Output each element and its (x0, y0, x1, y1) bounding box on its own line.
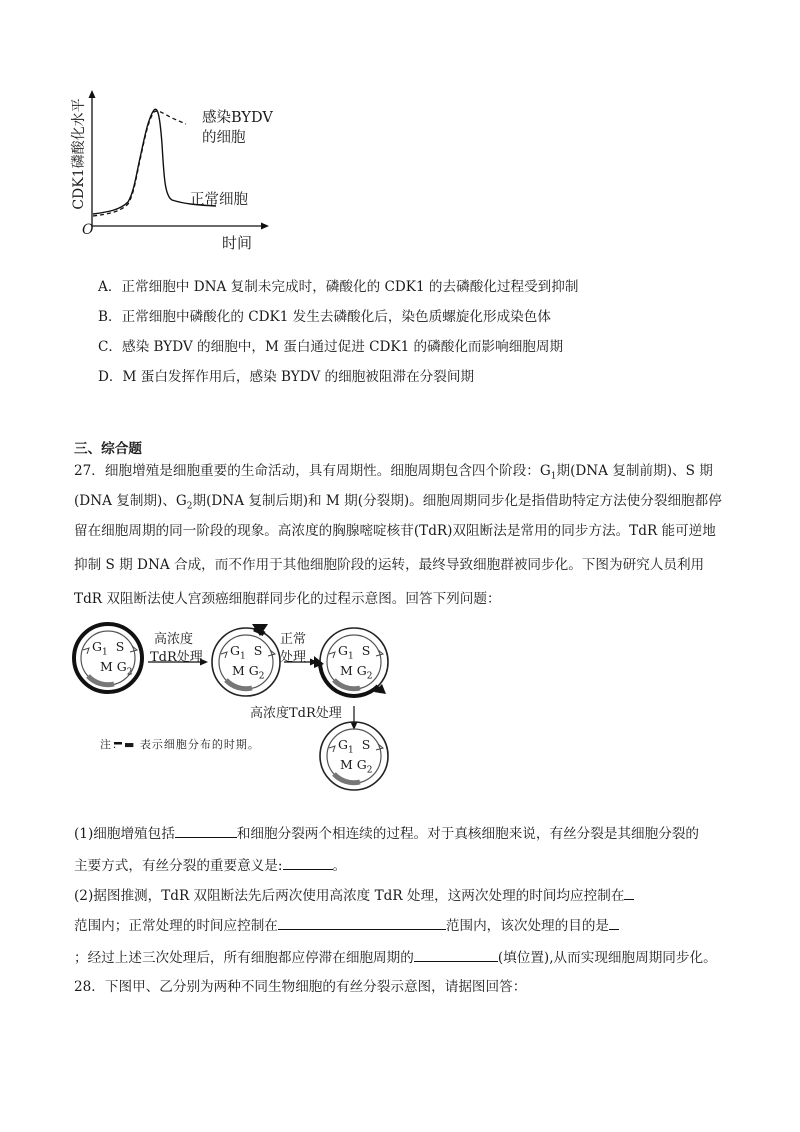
option-b: B．正常细胞中磷酸化的 CDK1 发生去磷酸化后，染色质螺旋化形成染色体 (98, 309, 551, 325)
q27-1-text-c: 主要方式，有丝分裂的重要意义是: (74, 858, 283, 874)
option-d: D．M 蛋白发挥作用后，感染 BYDV 的细胞被阻滞在分裂间期 (98, 369, 475, 385)
answer-blank-3[interactable] (624, 886, 634, 900)
g2-sub: 2 (366, 765, 373, 775)
q27-1-line1 (74, 824, 699, 843)
q27-2-line1 (74, 886, 634, 905)
q27-line2-b: 期(DNA 复制后期)和 M 期(分裂期)。细胞周期同步化是指借助特定方法使分裂细胞都停 (192, 493, 722, 509)
m-label: M (232, 662, 245, 678)
q27-line2-sub: 2 (186, 501, 193, 512)
y-axis-label: CDK1磷酸化水平 (71, 98, 87, 210)
q27-2-text-a: (2)据图推测，TdR 双阻断法先后两次使用高浓度 TdR 处理，这两次处理的时间均应控制在 (74, 888, 625, 904)
g1-label: G (230, 643, 240, 658)
q27-line1-sub: 1 (550, 471, 557, 482)
q27-line3: 留在细胞周期的同一阶段的现象。高浓度的胸腺嘧啶核苷(TdR)双阻断法是常用的同步方法。TdR 能可逆地 (74, 523, 716, 539)
answer-blank-5[interactable] (609, 916, 619, 930)
q27-1-line2 (74, 856, 346, 875)
arrow1-label-2: TdR处理 (150, 650, 203, 665)
m-label: M (340, 662, 353, 678)
cell3-labels (338, 644, 373, 683)
answer-blank-6[interactable] (414, 948, 498, 962)
g1-sub: 1 (240, 651, 246, 662)
arrow1-label-1: 高浓度 (154, 632, 194, 647)
cell2-labels (230, 644, 265, 683)
arrow2-label-1: 正常 (280, 632, 307, 647)
answer-blank-2[interactable] (283, 856, 333, 870)
infected-cell-label-2: 的细胞 (202, 130, 246, 146)
answer-blank-4[interactable] (278, 916, 446, 930)
arrow2-label-2: 处理 (280, 650, 307, 665)
s-label: S (361, 737, 371, 752)
q27-2-text-c: 范围内，该次处理的目的是 (445, 918, 610, 934)
q27-1-text-a: (1)细胞增殖包括 (74, 826, 175, 842)
answer-blank-1[interactable] (175, 824, 237, 838)
x-axis-arrow (261, 223, 269, 230)
q27-line5: TdR 双阻断法使人宫颈癌细胞群同步化的过程示意图。回答下列问题： (74, 591, 501, 607)
q28-line: 28．下图甲、乙分别为两种不同生物细胞的有丝分裂示意图，请据图回答： (74, 979, 527, 995)
q27-1-text-d: 。 (332, 858, 347, 874)
q27-1-text-b: 和细胞分裂两个相连续的过程。对于真核细胞来说，有丝分裂是其细胞分裂的 (236, 826, 700, 842)
m-label: M (340, 756, 353, 772)
x-axis-label: 时间 (222, 234, 253, 252)
g1-sub: 1 (348, 745, 354, 756)
q27-2-text-b: 范围内；正常处理的时间应控制在 (74, 918, 278, 934)
arrow3-label: 高浓度TdR处理 (250, 706, 342, 721)
cdk1-graph (68, 88, 298, 258)
s-label: S (361, 643, 371, 658)
g2-label: G (356, 756, 367, 772)
g2-label: G (248, 662, 259, 678)
section-title: 三、综合题 (74, 441, 142, 457)
g2-label: G (116, 658, 127, 674)
q27-line4: 抑制 S 期 DNA 合成，而不作用于其他细胞阶段的运转，最终导致细胞群被同步化。下图为研究人员利用 (74, 557, 705, 573)
s-label: S (253, 643, 263, 658)
g1-label: G (338, 643, 348, 658)
q27-2-line2 (74, 916, 619, 935)
q27-line1-b: 期(DNA 复制前期)、S 期 (556, 463, 713, 479)
g2-sub: 2 (258, 671, 265, 681)
g1-sub: 1 (348, 651, 354, 662)
option-c: C．感染 BYDV 的细胞中，M 蛋白通过促进 CDK1 的磷酸化而影响细胞周期 (98, 339, 564, 355)
g1-label: G (92, 639, 102, 654)
q27-2-line3 (74, 948, 717, 967)
infected-cell-label-1: 感染BYDV (202, 110, 273, 126)
q27-line2-a: (DNA 复制期)、G (74, 493, 187, 509)
cell1-labels (92, 640, 133, 679)
q27-2-text-d: ；经过上述三次处理后，所有细胞都应停滞在细胞周期的 (74, 950, 414, 966)
g2-sub: 2 (366, 671, 373, 681)
option-a: A．正常细胞中 DNA 复制未完成时，磷酸化的 CDK1 的去磷酸化过程受到抑制 (98, 279, 579, 295)
origin-label: O (82, 222, 94, 238)
g2-sub: 2 (126, 667, 133, 677)
g1-label: G (338, 737, 348, 752)
q27-line2 (74, 492, 722, 516)
q27-line1-a: 27．细胞增殖是细胞重要的生命活动，具有周期性。细胞周期包含四个阶段：G (74, 463, 551, 479)
g2-label: G (356, 662, 367, 678)
q27-line1 (74, 462, 713, 486)
y-axis-arrow (89, 90, 96, 98)
diagram-note: 注：▬ 表示细胞分布的时期。 (100, 738, 260, 751)
cell-cycle-diagram (70, 620, 410, 792)
q27-2-text-e: (填位置),从而实现细胞周期同步化。 (497, 950, 717, 966)
m-label: M (100, 658, 113, 674)
normal-cell-label: 正常细胞 (190, 192, 248, 208)
s-label: S (115, 639, 125, 654)
g1-sub: 1 (102, 647, 108, 658)
cell4-labels (338, 738, 373, 777)
